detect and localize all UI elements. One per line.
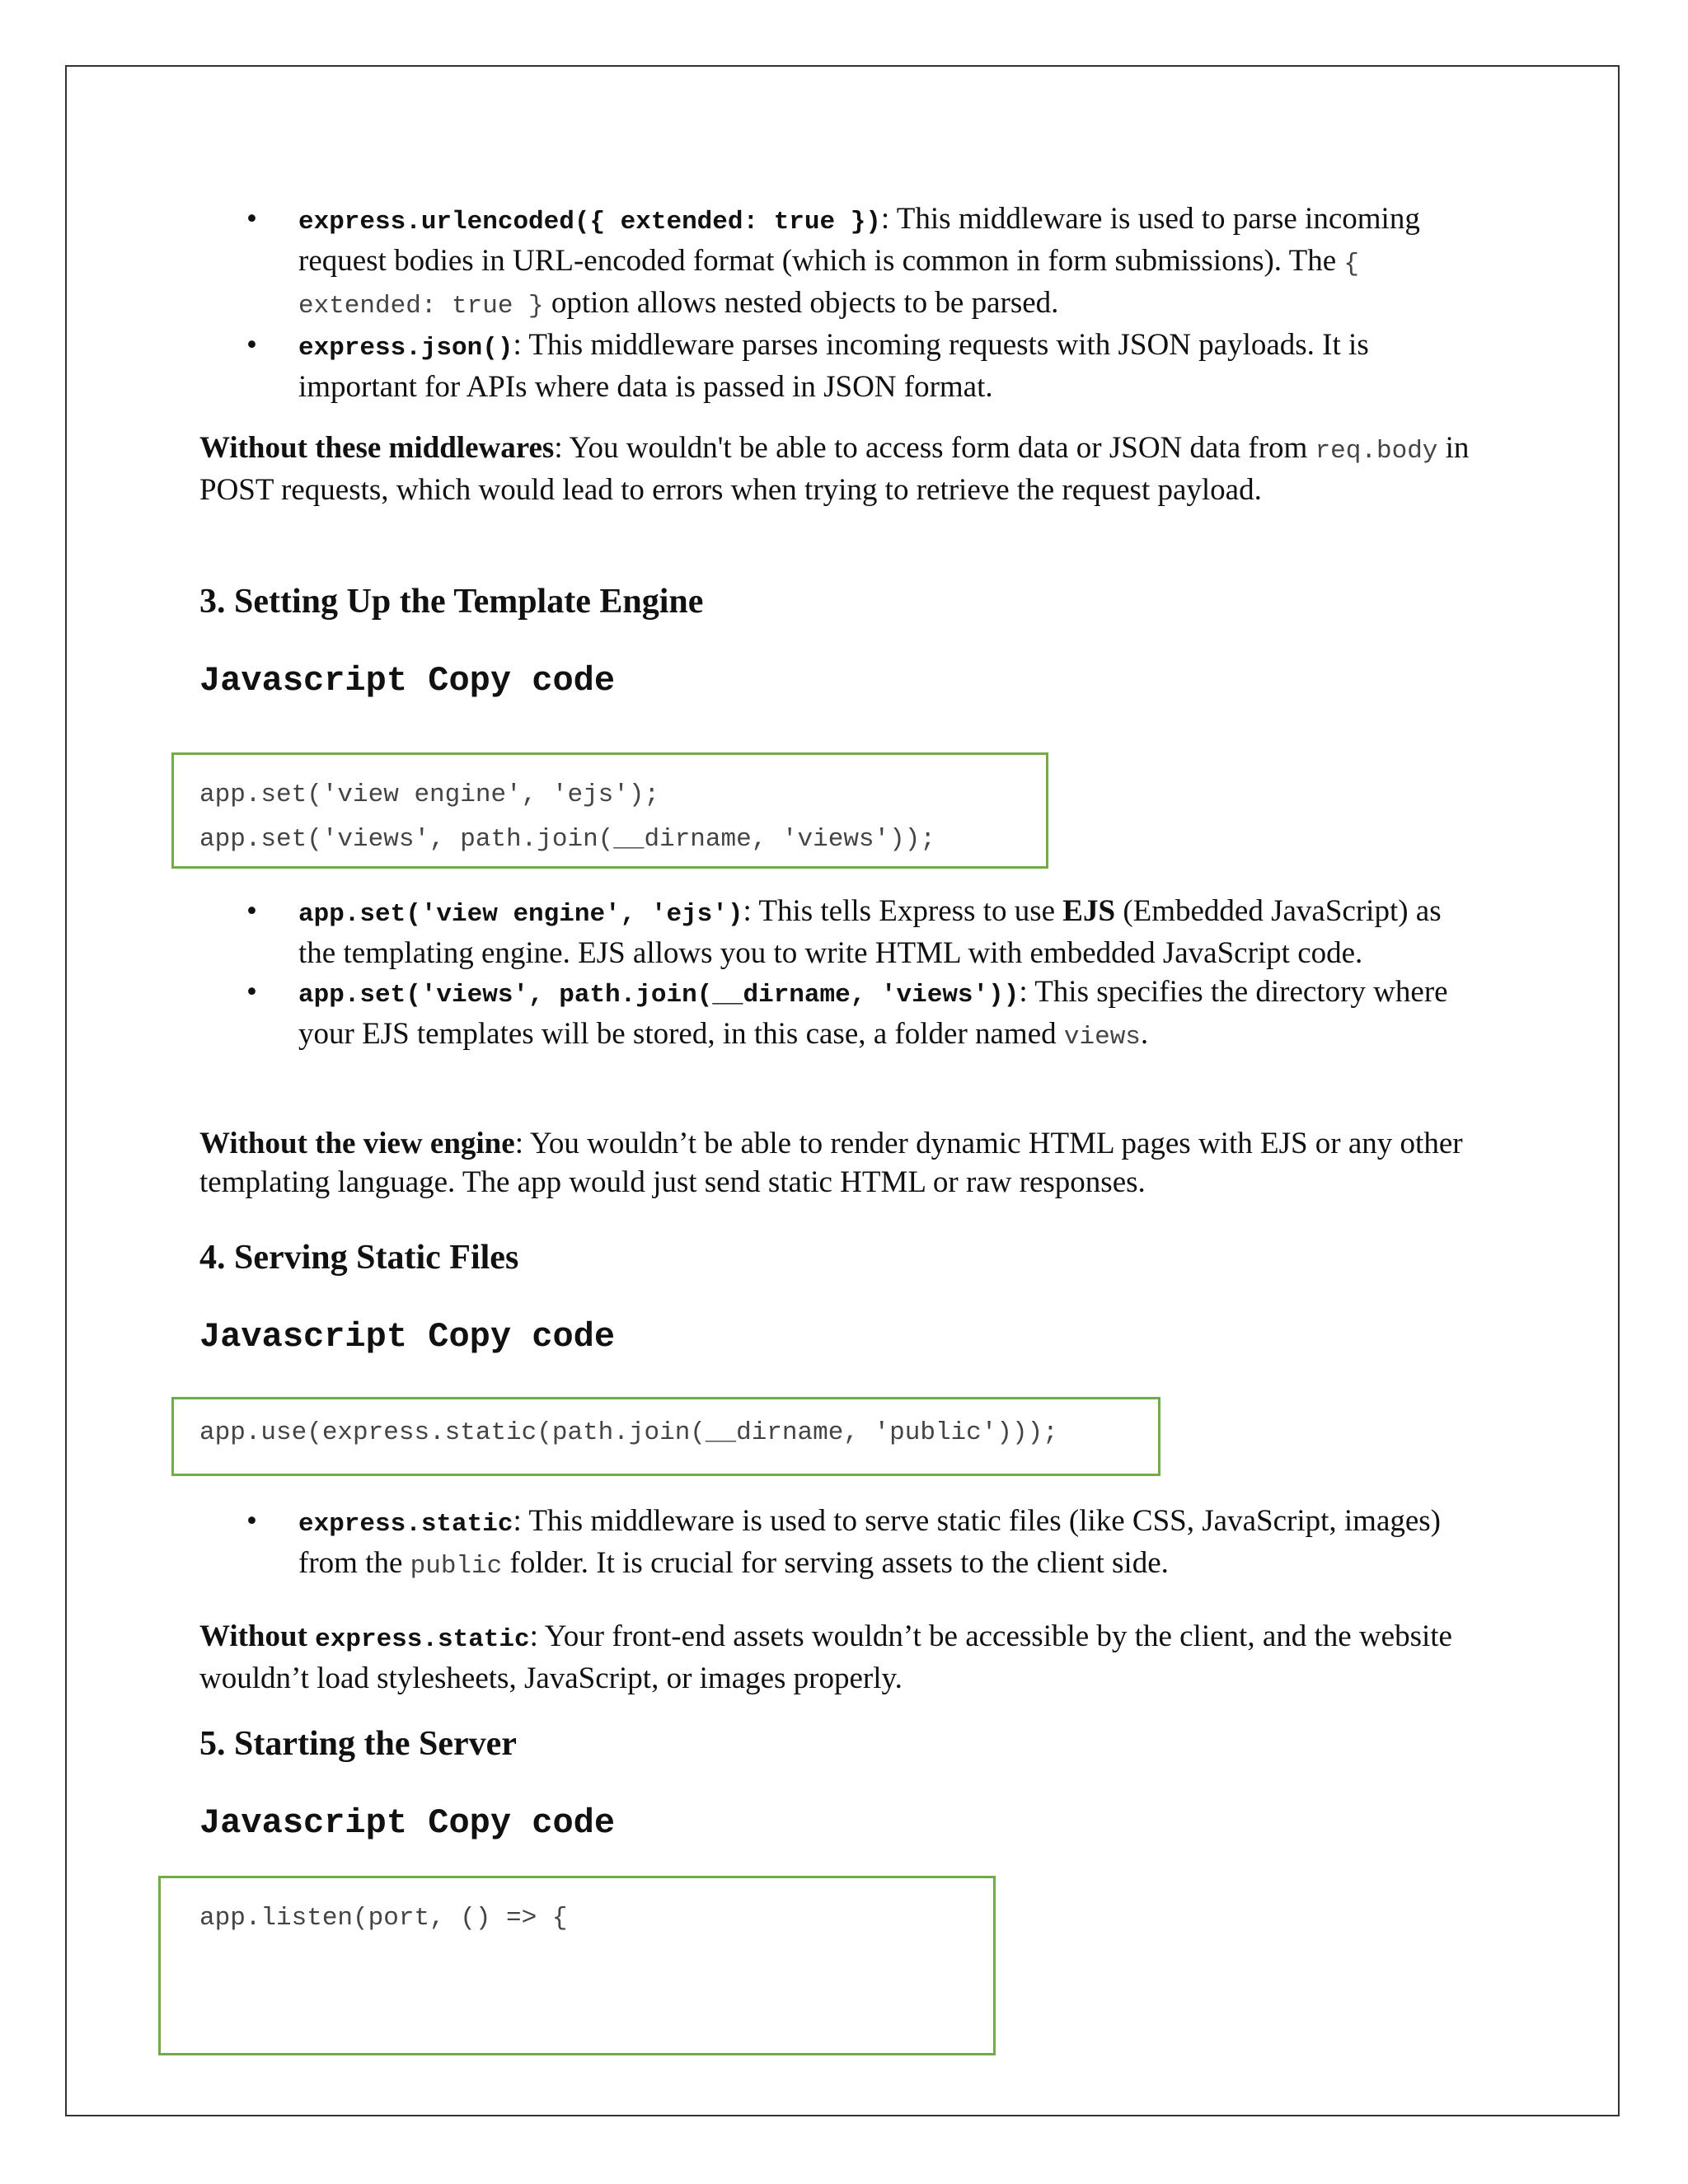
bullet-icon: •: [246, 975, 257, 1009]
bullet-text: : This specifies the directory where your EJS templates will be stored, in this case, a folder named: [298, 975, 1448, 1051]
list-item: [199, 1502, 1485, 1586]
code-line: app.listen(port, () => {: [199, 1904, 568, 1933]
bullet-text: : This middleware is used to parse incoming request bodies in URL-encoded format (which is common in form submissions). The: [298, 202, 1420, 278]
note-text: : You wouldn't be able to access form data or JSON data from: [554, 431, 1315, 465]
list-item: [199, 892, 1485, 972]
static-note: [199, 1617, 1485, 1698]
bullet-text: folder. It is crucial for serving assets to the client side.: [502, 1546, 1169, 1580]
inline-code: { extended: true }: [298, 250, 1360, 321]
section-4-heading: 4. Serving Static Files: [199, 1239, 519, 1277]
note-text: : You wouldn’t be able to render dynamic HTML pages with EJS or any other templating language. The app would just send static HTML or raw responses.: [199, 1127, 1463, 1199]
note-text: in POST requests, which would lead to errors when trying to retrieve the request payload.: [199, 431, 1470, 507]
note-bold: Without these middlewares: [199, 431, 555, 465]
bullet-icon: •: [246, 1504, 257, 1538]
code-line: app.set('views', path.join(__dirname, 'views'));: [199, 825, 935, 854]
section-5-heading: 5. Starting the Server: [199, 1725, 517, 1763]
list-item: [199, 972, 1485, 1057]
code-line: app.use(express.static(path.join(__dirname, 'public')));: [199, 1418, 1058, 1447]
inline-code: app.set('view engine', 'ejs'): [298, 900, 743, 929]
section-3-heading: 3. Setting Up the Template Engine: [199, 583, 704, 621]
code-line: app.set('view engine', 'ejs');: [199, 780, 660, 809]
inline-code: express.json(): [298, 334, 513, 363]
view-engine-note: [199, 1124, 1485, 1202]
bullet-bold: EJS: [1062, 894, 1116, 928]
list-item: [199, 199, 1485, 326]
bullet-text: (Embedded JavaScript) as the templating engine. EJS allows you to write HTML with embedded JavaScript code.: [298, 894, 1442, 970]
bullet-icon: •: [246, 202, 257, 236]
section-4-code-heading: Javascript Copy code: [199, 1317, 616, 1357]
inline-code: express.urlencoded({ extended: true }): [298, 208, 881, 237]
bullet-text: option allows nested objects to be parsed.: [543, 286, 1059, 320]
note-bold: Without the view engine: [199, 1127, 515, 1160]
section-3-code-block: [171, 752, 1048, 869]
inline-code: app.set('views', path.join(__dirname, 'views')): [298, 981, 1020, 1010]
bullet-text: .: [1140, 1017, 1149, 1051]
bullet-text: : This middleware is used to serve static files (like CSS, JavaScript, images) from the: [298, 1504, 1442, 1580]
inline-code: express.static: [298, 1510, 513, 1539]
bullet-icon: •: [246, 328, 257, 362]
bullet-text: : This tells Express to use: [743, 894, 1063, 928]
inline-code: public: [410, 1552, 503, 1581]
inline-code: views: [1063, 1023, 1141, 1052]
section-5-code-block: [158, 1876, 996, 2055]
section-3-code-heading: Javascript Copy code: [199, 661, 616, 701]
note-text: : Your front-end assets wouldn’t be accessible by the client, and the website wouldn’t load stylesheets, JavaScript, or images properly.: [199, 1619, 1452, 1695]
template-bullet-list: [199, 892, 1485, 1057]
section-5-code-heading: Javascript Copy code: [199, 1803, 616, 1843]
inline-code: express.static: [315, 1625, 530, 1654]
middleware-bullet-list: [199, 199, 1485, 406]
bullet-icon: •: [246, 894, 257, 928]
middleware-note: [199, 429, 1485, 509]
note-bold: Without: [199, 1619, 316, 1653]
static-bullet-list: [199, 1502, 1485, 1586]
inline-code: req.body: [1315, 437, 1438, 466]
bullet-text: : This middleware parses incoming requests with JSON payloads. It is important for APIs where data is passed in JSON format.: [298, 328, 1369, 404]
section-4-code-block: [171, 1397, 1160, 1476]
list-item: [199, 326, 1485, 406]
